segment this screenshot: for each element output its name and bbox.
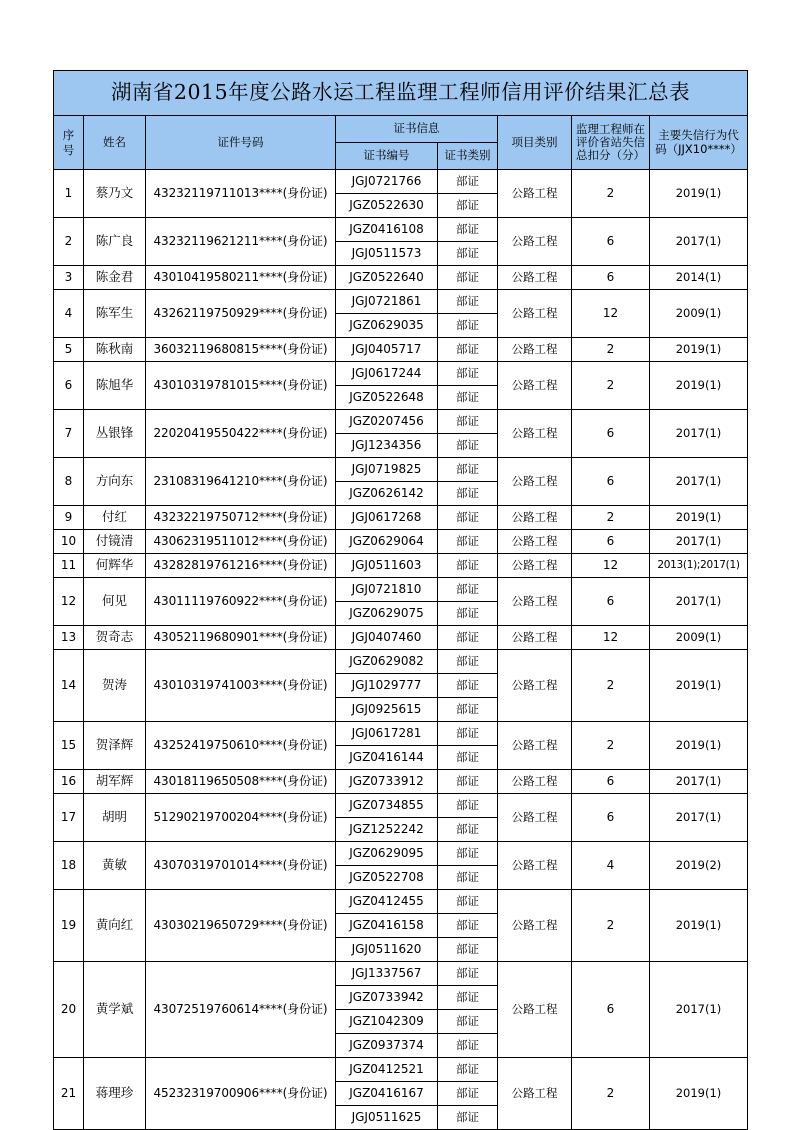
row-project-type: 公路工程 [498, 578, 572, 626]
row-id-number: 43252419750610****(身份证) [146, 722, 336, 770]
row-cert-number: JGJ0511573 [336, 242, 438, 266]
header-name: 姓名 [84, 116, 146, 170]
row-code: 2019(1) [650, 506, 748, 530]
row-cert-type: 部证 [438, 266, 498, 290]
title-row [54, 71, 748, 116]
row-seq: 17 [54, 794, 84, 842]
row-cert-number: JGJ1029777 [336, 674, 438, 698]
table-row [54, 722, 748, 746]
row-name: 蒋理珍 [84, 1058, 146, 1130]
row-code: 2017(1) [650, 962, 748, 1058]
row-cert-type: 部证 [438, 170, 498, 194]
table-row [54, 1058, 748, 1082]
row-id-number: 43030219650729****(身份证) [146, 890, 336, 962]
row-code: 2017(1) [650, 410, 748, 458]
row-project-type: 公路工程 [498, 266, 572, 290]
row-score: 2 [572, 890, 650, 962]
row-cert-number: JGZ0733912 [336, 770, 438, 794]
row-cert-number: JGZ0412521 [336, 1058, 438, 1082]
row-id-number: 43010319781015****(身份证) [146, 362, 336, 410]
row-cert-type: 部证 [438, 626, 498, 650]
row-cert-type: 部证 [438, 842, 498, 866]
row-cert-type: 部证 [438, 554, 498, 578]
row-name: 丛银锋 [84, 410, 146, 458]
row-cert-type: 部证 [438, 338, 498, 362]
row-project-type: 公路工程 [498, 890, 572, 962]
table-row [54, 794, 748, 818]
row-name: 蔡乃文 [84, 170, 146, 218]
row-cert-type: 部证 [438, 386, 498, 410]
row-cert-type: 部证 [438, 746, 498, 770]
row-seq: 21 [54, 1058, 84, 1130]
row-cert-type: 部证 [438, 818, 498, 842]
row-cert-type: 部证 [438, 794, 498, 818]
row-score: 6 [572, 410, 650, 458]
row-code: 2019(1) [650, 362, 748, 410]
table-row [54, 290, 748, 314]
header-cert-no: 证书编号 [336, 143, 438, 170]
row-code: 2019(1) [650, 338, 748, 362]
header-project-type: 项目类别 [498, 116, 572, 170]
row-score: 2 [572, 1058, 650, 1130]
row-cert-type: 部证 [438, 530, 498, 554]
table-row [54, 962, 748, 986]
header-seq [54, 116, 84, 170]
page-title: 湖南省2015年度公路水运工程监理工程师信用评价结果汇总表 [54, 71, 748, 116]
row-cert-number: JGZ0522640 [336, 266, 438, 290]
row-name: 陈秋南 [84, 338, 146, 362]
row-score: 2 [572, 338, 650, 362]
row-score: 12 [572, 290, 650, 338]
row-id-number: 43011119760922****(身份证) [146, 578, 336, 626]
row-code: 2017(1) [650, 770, 748, 794]
row-cert-number: JGZ0629035 [336, 314, 438, 338]
row-id-number: 36032119680815****(身份证) [146, 338, 336, 362]
row-cert-number: JGJ0511620 [336, 938, 438, 962]
row-seq: 11 [54, 554, 84, 578]
table-row [54, 770, 748, 794]
header-cert-type: 证书类别 [438, 143, 498, 170]
row-cert-type: 部证 [438, 1034, 498, 1058]
row-cert-type: 部证 [438, 962, 498, 986]
row-seq: 14 [54, 650, 84, 722]
row-name: 贺泽辉 [84, 722, 146, 770]
table-row [54, 650, 748, 674]
row-cert-type: 部证 [438, 674, 498, 698]
row-name: 胡军辉 [84, 770, 146, 794]
row-cert-number: JGZ0629082 [336, 650, 438, 674]
row-score: 6 [572, 962, 650, 1058]
row-cert-type: 部证 [438, 482, 498, 506]
row-code: 2017(1) [650, 530, 748, 554]
row-cert-type: 部证 [438, 218, 498, 242]
row-cert-type: 部证 [438, 458, 498, 482]
row-cert-number: JGZ0416144 [336, 746, 438, 770]
row-project-type: 公路工程 [498, 458, 572, 506]
row-cert-number: JGZ0522648 [336, 386, 438, 410]
table-row [54, 506, 748, 530]
row-seq: 2 [54, 218, 84, 266]
header-row-1 [54, 116, 748, 143]
row-cert-type: 部证 [438, 362, 498, 386]
row-code: 2019(1) [650, 890, 748, 962]
row-project-type: 公路工程 [498, 290, 572, 338]
row-code: 2019(1) [650, 650, 748, 722]
row-cert-number: JGJ0617244 [336, 362, 438, 386]
row-name: 何见 [84, 578, 146, 626]
row-score: 2 [572, 170, 650, 218]
table-row [54, 170, 748, 194]
row-cert-number: JGJ0405717 [336, 338, 438, 362]
row-cert-number: JGZ0416167 [336, 1082, 438, 1106]
row-project-type: 公路工程 [498, 554, 572, 578]
row-seq: 10 [54, 530, 84, 554]
row-seq: 4 [54, 290, 84, 338]
row-seq: 20 [54, 962, 84, 1058]
row-name: 陈军生 [84, 290, 146, 338]
row-project-type: 公路工程 [498, 770, 572, 794]
row-cert-number: JGJ0721861 [336, 290, 438, 314]
header-id-number: 证件号码 [146, 116, 336, 170]
row-id-number: 43282819761216****(身份证) [146, 554, 336, 578]
row-project-type: 公路工程 [498, 794, 572, 842]
row-name: 付镜清 [84, 530, 146, 554]
table-row [54, 362, 748, 386]
row-name: 黄向红 [84, 890, 146, 962]
row-id-number: 43070319701014****(身份证) [146, 842, 336, 890]
row-name: 胡明 [84, 794, 146, 842]
row-cert-number: JGJ0721810 [336, 578, 438, 602]
row-cert-type: 部证 [438, 434, 498, 458]
row-project-type: 公路工程 [498, 650, 572, 722]
row-score: 12 [572, 626, 650, 650]
row-cert-type: 部证 [438, 1106, 498, 1130]
row-cert-number: JGJ0617268 [336, 506, 438, 530]
row-cert-number: JGZ0207456 [336, 410, 438, 434]
row-cert-number: JGZ0522708 [336, 866, 438, 890]
row-seq: 9 [54, 506, 84, 530]
table-row [54, 842, 748, 866]
row-id-number: 43018119650508****(身份证) [146, 770, 336, 794]
row-cert-number: JGZ0412455 [336, 890, 438, 914]
row-code: 2019(1) [650, 170, 748, 218]
table-row [54, 410, 748, 434]
row-score: 6 [572, 530, 650, 554]
row-cert-number: JGJ1234356 [336, 434, 438, 458]
row-cert-type: 部证 [438, 938, 498, 962]
row-seq: 6 [54, 362, 84, 410]
table-row [54, 626, 748, 650]
row-score: 12 [572, 554, 650, 578]
row-cert-type: 部证 [438, 194, 498, 218]
row-cert-number: JGJ0511603 [336, 554, 438, 578]
row-id-number: 43062319511012****(身份证) [146, 530, 336, 554]
row-cert-number: JGJ0925615 [336, 698, 438, 722]
row-project-type: 公路工程 [498, 842, 572, 890]
row-cert-number: JGZ0416108 [336, 218, 438, 242]
row-project-type: 公路工程 [498, 410, 572, 458]
table-row [54, 530, 748, 554]
row-id-number: 43262119750929****(身份证) [146, 290, 336, 338]
table-row [54, 890, 748, 914]
row-cert-type: 部证 [438, 866, 498, 890]
row-project-type: 公路工程 [498, 962, 572, 1058]
credit-evaluation-table [53, 70, 748, 1130]
row-cert-type: 部证 [438, 410, 498, 434]
row-cert-type: 部证 [438, 698, 498, 722]
row-cert-number: JGZ0522630 [336, 194, 438, 218]
row-id-number: 43232219750712****(身份证) [146, 506, 336, 530]
row-cert-type: 部证 [438, 770, 498, 794]
row-cert-number: JGZ0629064 [336, 530, 438, 554]
row-seq: 5 [54, 338, 84, 362]
row-name: 何辉华 [84, 554, 146, 578]
row-id-number: 51290219700204****(身份证) [146, 794, 336, 842]
header-cert-group: 证书信息 [336, 116, 498, 143]
row-score: 6 [572, 218, 650, 266]
row-cert-number: JGJ0719825 [336, 458, 438, 482]
row-name: 贺奇志 [84, 626, 146, 650]
row-score: 2 [572, 506, 650, 530]
table-row [54, 266, 748, 290]
row-id-number: 43010319741003****(身份证) [146, 650, 336, 722]
row-seq: 13 [54, 626, 84, 650]
row-name: 付红 [84, 506, 146, 530]
row-cert-type: 部证 [438, 890, 498, 914]
row-seq: 18 [54, 842, 84, 890]
row-score: 2 [572, 362, 650, 410]
row-seq: 12 [54, 578, 84, 626]
row-code: 2013(1);2017(1) [650, 554, 748, 578]
table-row [54, 338, 748, 362]
row-code: 2019(1) [650, 1058, 748, 1130]
row-seq: 1 [54, 170, 84, 218]
row-project-type: 公路工程 [498, 338, 572, 362]
row-code: 2017(1) [650, 458, 748, 506]
row-code: 2019(2) [650, 842, 748, 890]
row-project-type: 公路工程 [498, 506, 572, 530]
table-row [54, 458, 748, 482]
row-id-number: 22020419550422****(身份证) [146, 410, 336, 458]
row-name: 贺涛 [84, 650, 146, 722]
row-score: 6 [572, 578, 650, 626]
row-cert-number: JGZ1252242 [336, 818, 438, 842]
row-project-type: 公路工程 [498, 362, 572, 410]
row-code: 2014(1) [650, 266, 748, 290]
row-score: 2 [572, 650, 650, 722]
report-table-container [53, 70, 747, 1130]
row-score: 2 [572, 722, 650, 770]
row-code: 2017(1) [650, 218, 748, 266]
row-code: 2009(1) [650, 626, 748, 650]
row-cert-number: JGJ0721766 [336, 170, 438, 194]
row-project-type: 公路工程 [498, 170, 572, 218]
row-name: 陈广良 [84, 218, 146, 266]
row-cert-type: 部证 [438, 314, 498, 338]
row-cert-type: 部证 [438, 722, 498, 746]
row-cert-number: JGJ0617281 [336, 722, 438, 746]
row-seq: 8 [54, 458, 84, 506]
row-seq: 15 [54, 722, 84, 770]
row-cert-type: 部证 [438, 1082, 498, 1106]
row-score: 6 [572, 794, 650, 842]
row-id-number: 43052119680901****(身份证) [146, 626, 336, 650]
row-project-type: 公路工程 [498, 530, 572, 554]
header-score: 监理工程师在评价省站失信总扣分（分） [572, 116, 650, 170]
row-id-number: 43072519760614****(身份证) [146, 962, 336, 1058]
row-name: 方向东 [84, 458, 146, 506]
row-code: 2009(1) [650, 290, 748, 338]
row-cert-number: JGJ1337567 [336, 962, 438, 986]
row-cert-number: JGZ0733942 [336, 986, 438, 1010]
row-cert-number: JGJ0407460 [336, 626, 438, 650]
row-cert-type: 部证 [438, 986, 498, 1010]
row-cert-type: 部证 [438, 1010, 498, 1034]
row-cert-number: JGZ0937374 [336, 1034, 438, 1058]
header-seq-line1: 序 [62, 128, 75, 143]
row-cert-number: JGZ0734855 [336, 794, 438, 818]
row-project-type: 公路工程 [498, 1058, 572, 1130]
row-cert-number: JGZ0416158 [336, 914, 438, 938]
table-row [54, 554, 748, 578]
row-cert-number: JGZ0629075 [336, 602, 438, 626]
row-cert-type: 部证 [438, 914, 498, 938]
row-cert-number: JGZ1042309 [336, 1010, 438, 1034]
row-cert-type: 部证 [438, 290, 498, 314]
header-seq-line2: 号 [62, 142, 75, 157]
table-row [54, 578, 748, 602]
row-code: 2017(1) [650, 794, 748, 842]
row-score: 6 [572, 266, 650, 290]
table-row [54, 218, 748, 242]
row-seq: 3 [54, 266, 84, 290]
row-project-type: 公路工程 [498, 626, 572, 650]
row-cert-type: 部证 [438, 1058, 498, 1082]
row-seq: 7 [54, 410, 84, 458]
row-id-number: 43010419580211****(身份证) [146, 266, 336, 290]
row-id-number: 43232119621211****(身份证) [146, 218, 336, 266]
row-score: 6 [572, 770, 650, 794]
row-score: 6 [572, 458, 650, 506]
row-cert-number: JGZ0629095 [336, 842, 438, 866]
row-id-number: 23108319641210****(身份证) [146, 458, 336, 506]
row-seq: 19 [54, 890, 84, 962]
row-project-type: 公路工程 [498, 722, 572, 770]
header-code: 主要失信行为代码（JJX10****） [650, 116, 748, 170]
row-cert-type: 部证 [438, 506, 498, 530]
row-id-number: 45232319700906****(身份证) [146, 1058, 336, 1130]
row-name: 陈旭华 [84, 362, 146, 410]
row-name: 黄敏 [84, 842, 146, 890]
row-project-type: 公路工程 [498, 218, 572, 266]
row-code: 2017(1) [650, 578, 748, 626]
row-cert-type: 部证 [438, 578, 498, 602]
row-name: 黄学斌 [84, 962, 146, 1058]
row-cert-type: 部证 [438, 650, 498, 674]
row-id-number: 43232119711013****(身份证) [146, 170, 336, 218]
row-name: 陈金君 [84, 266, 146, 290]
row-score: 4 [572, 842, 650, 890]
row-cert-type: 部证 [438, 242, 498, 266]
row-seq: 16 [54, 770, 84, 794]
row-cert-number: JGJ0511625 [336, 1106, 438, 1130]
row-cert-number: JGZ0626142 [336, 482, 438, 506]
row-cert-type: 部证 [438, 602, 498, 626]
row-code: 2019(1) [650, 722, 748, 770]
